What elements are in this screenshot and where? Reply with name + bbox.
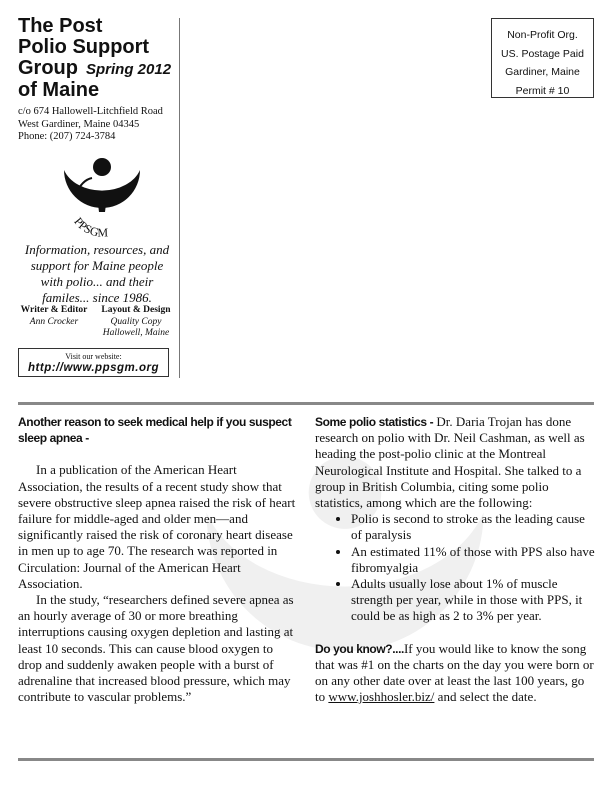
address-line: c/o 674 Hallowell-Litchfield Road: [18, 106, 163, 117]
stats-intro: Dr. Daria Trojan has done research on polio with Dr. Neil Cashman, as well as heading the post-polio clinic at the Montreal Neurological Institute and Hospital. She talked to a group in British Columbia, citing some polio statistics, among which are the following:: [315, 414, 585, 511]
writer-credit: [14, 305, 94, 328]
layout-line: Hallowell, Maine: [102, 328, 170, 338]
layout-title: Layout & Design: [101, 305, 171, 315]
postage-line: Permit # 10: [515, 84, 570, 97]
website-box[interactable]: [18, 348, 169, 377]
layout-credit: [96, 305, 176, 340]
postage-line: US. Postage Paid: [501, 47, 584, 60]
address-line: West Gardiner, Maine 04345: [18, 118, 140, 130]
mailing-address: [18, 106, 163, 144]
writer-name: Ann Crocker: [29, 316, 79, 327]
newsletter-title: [18, 16, 171, 101]
stats-item: • Polio is second to stroke as the leading cause of paralysis: [351, 511, 596, 543]
did-you-know-paragraph: [315, 641, 596, 706]
masthead-divider: [179, 18, 180, 378]
title-line: Polio Support: [18, 36, 150, 58]
top-rule: [18, 402, 594, 405]
stats-intro-paragraph: [315, 414, 596, 511]
svg-text:PPSGM: [71, 215, 108, 240]
phone-line: Phone: (207) 724-3784: [18, 131, 116, 142]
left-article-paragraph: In a publication of the American Heart Association, the results of a recent study show that severe obstructive sleep apnea raised the risk of heart failure for middle-aged and older men—and significantly raised the risk of coronary heart disease in men up to age 70. The research was reported in Circulation: Journal of the American Heart Association.: [18, 462, 296, 591]
right-article-heading: Some polio statistics -: [315, 415, 434, 429]
left-article-heading: Another reason to seek medical help if you suspect sleep apnea -: [18, 415, 292, 446]
left-article: [18, 414, 296, 705]
postage-indicia: [491, 18, 594, 98]
stats-item: • An estimated 11% of those with PPS also have fibromyalgia: [351, 544, 596, 576]
stats-item: • Adults usually lose about 1% of muscle strength per year, while in those with PPS, it could be as high as 2 to 3% per year.: [351, 576, 596, 625]
website-label: Visit our website:: [65, 352, 122, 361]
did-you-know-heading: Do you know?....: [315, 641, 404, 656]
title-line: of Maine: [18, 79, 100, 101]
logo-text: PPSGM: [71, 214, 109, 240]
did-you-know-text-end: and select the date.: [434, 689, 537, 705]
postage-line: Non-Profit Org.: [507, 29, 578, 41]
tagline: Information, resources, and support for Maine people with polio... and their familes... since 1986.: [24, 242, 170, 305]
title-line: The Post: [18, 15, 103, 37]
issue-season: Spring 2012: [86, 61, 172, 78]
did-you-know-text: If you would like to know the song that was #1 on the charts on the day you were born or on any other date over at least the last 100 years, go to: [315, 640, 594, 705]
right-article: [315, 414, 596, 705]
ppsgm-logo: [52, 150, 152, 250]
website-url[interactable]: http://www.ppsgm.org: [28, 362, 159, 374]
layout-line: Quality Copy: [110, 316, 162, 327]
postage-line: Gardiner, Maine: [505, 66, 580, 78]
title-line: Group: [18, 57, 78, 79]
writer-title: Writer & Editor: [20, 305, 88, 315]
stats-list: [315, 511, 596, 624]
title-line-with-season: [18, 58, 171, 80]
left-article-paragraph: In the study, “researchers defined severe apnea as an hourly average of 30 or more breathing interruptions causing oxygen depletion and lasting at least 10 seconds. This can cause blood oxygen to drop and suddenly awaken people with a burst of adrenaline that increased blood pressure, which may contribute to vascular problems.”: [18, 592, 294, 705]
bottom-rule: [18, 758, 594, 761]
song-lookup-link[interactable]: www.joshhosler.biz/: [328, 689, 435, 705]
